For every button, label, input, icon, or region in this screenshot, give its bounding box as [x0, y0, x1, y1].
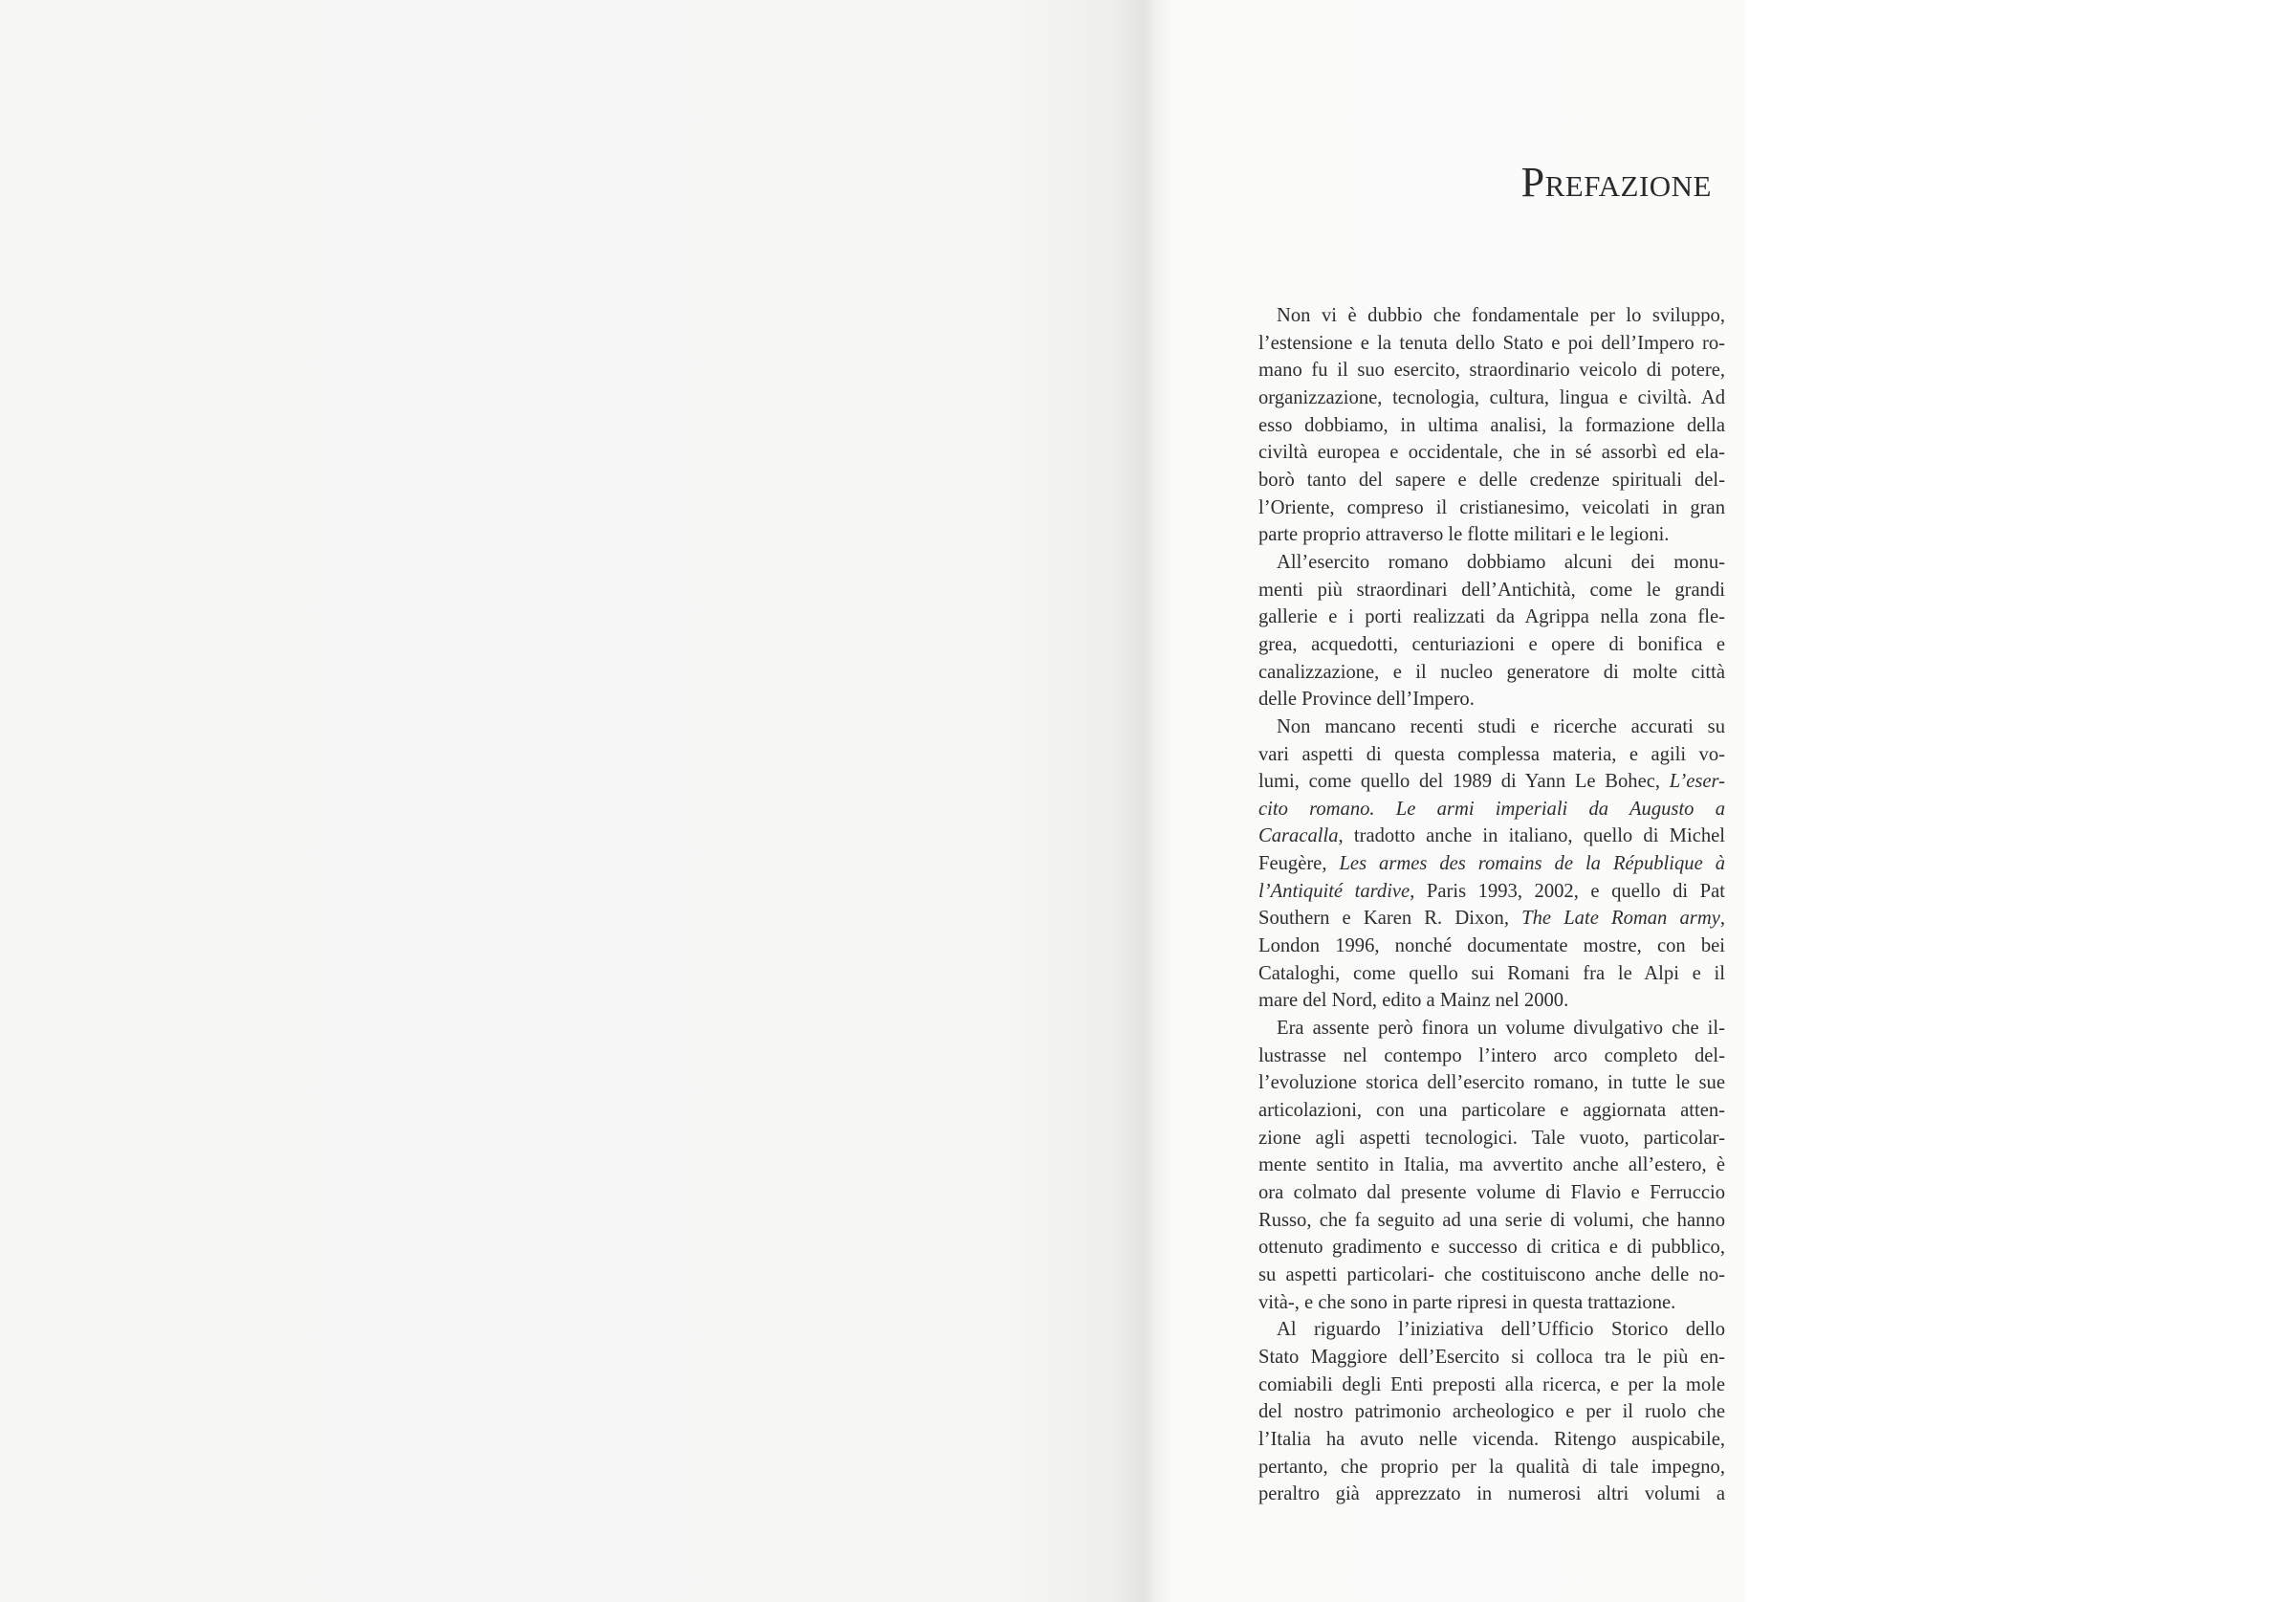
text-line: ora colmato dal presente volume di Flavio e Ferruccio — [1258, 1182, 1725, 1203]
text-line: Russo, che fa seguito ad una serie di volumi, che hanno — [1258, 1209, 1725, 1231]
text-line: mare del Nord, edito a Mainz nel 2000. — [1258, 990, 1569, 1012]
book-title-italic: The Late Roman army — [1521, 908, 1720, 930]
text-line — [1258, 905, 1725, 933]
preface-paragraph-5 — [1258, 1316, 1725, 1508]
text-line: vari aspetti di questa complessa materia, e agili vo- — [1258, 743, 1725, 765]
text-line: parte proprio attraverso le flotte militari e le legioni. — [1258, 524, 1670, 546]
preface-body — [1258, 302, 1725, 1508]
book-title-italic: l’Antiquité tardive — [1258, 880, 1410, 902]
text-line: civiltà europea e occidentale, che in sé assorbì ed ela- — [1258, 442, 1725, 464]
text-line: ottenuto gradimento e successo di critica e di pubblico, — [1258, 1237, 1725, 1259]
text-line: del nostro patrimonio archeologico e per il ruolo che — [1258, 1401, 1725, 1423]
text-line: London 1996, nonché documentate mostre, con bei — [1258, 935, 1725, 957]
preface-paragraph-3 — [1258, 713, 1725, 1015]
text-line — [1258, 768, 1725, 796]
text-run: , — [1719, 908, 1725, 930]
left-page-blank — [0, 0, 1143, 1602]
text-line: Non vi è dubbio che fondamentale per lo sviluppo, — [1277, 305, 1725, 326]
text-line: lustrasse nel contempo l’intero arco completo del- — [1258, 1044, 1725, 1066]
text-line: l’evoluzione storica dell’esercito romano, in tutte le sue — [1258, 1072, 1725, 1094]
book-title-italic: Les armes des romains de la République à — [1339, 853, 1726, 875]
text-line: l’Oriente, compreso il cristianesimo, veicolati in gran — [1258, 496, 1725, 518]
text-line: l’Italia ha avuto nelle vicenda. Ritengo auspicabile, — [1258, 1428, 1725, 1450]
text-line: canalizzazione, e il nucleo generatore di molte città — [1258, 661, 1725, 683]
text-line: Stato Maggiore dell’Esercito si colloca tra le più en- — [1258, 1346, 1725, 1368]
text-run: Southern e Karen R. Dixon, — [1258, 908, 1522, 930]
preface-paragraph-4 — [1258, 1015, 1725, 1316]
text-line: borò tanto del sapere e delle credenze spirituali del- — [1258, 469, 1725, 491]
text-line: comiabili degli Enti preposti alla ricerca, e per la mole — [1258, 1373, 1725, 1395]
text-line: mano fu il suo esercito, straordinario veicolo di potere, — [1258, 360, 1725, 382]
scanner-background — [1745, 0, 2296, 1602]
text-line: vità-, e che sono in parte ripresi in questa trattazione. — [1258, 1291, 1676, 1313]
text-line — [1258, 850, 1725, 878]
text-line: Cataloghi, come quello sui Romani fra le Alpi e il — [1258, 962, 1725, 984]
text-run: lumi, come quello del 1989 di Yann Le Bohec, — [1258, 771, 1670, 793]
text-line: peraltro già apprezzato in numerosi altri volumi a — [1258, 1483, 1725, 1505]
text-line: All’esercito romano dobbiamo alcuni dei monu- — [1277, 551, 1725, 573]
text-line: l’estensione e la tenuta dello Stato e poi dell’Impero ro- — [1258, 332, 1725, 354]
preface-paragraph-2 — [1258, 549, 1725, 713]
book-title-italic: cito romano. Le armi imperiali da Augusto a — [1258, 798, 1725, 820]
text-line: delle Province dell’Impero. — [1258, 689, 1475, 711]
book-title-italic: L’eser- — [1669, 771, 1725, 793]
text-run: , Paris 1993, 2002, e quello di Pat — [1410, 880, 1726, 902]
text-line — [1258, 878, 1725, 906]
text-line: menti più straordinari dell’Antichità, come le grandi — [1258, 579, 1725, 601]
book-title-italic: Caracalla — [1258, 825, 1339, 847]
text-line: Era assente però finora un volume divulgativo che il- — [1277, 1018, 1725, 1040]
text-line: su aspetti particolari- che costituiscono anche delle no- — [1258, 1263, 1725, 1285]
text-line: zione agli aspetti tecnologici. Tale vuoto, particolar- — [1258, 1127, 1725, 1149]
text-line: Al riguardo l’iniziativa dell’Ufficio Storico dello — [1277, 1319, 1725, 1341]
text-line: Non mancano recenti studi e ricerche accurati su — [1277, 715, 1725, 737]
text-line: gallerie e i porti realizzati da Agrippa nella zona fle- — [1258, 606, 1725, 628]
text-line: articolazioni, con una particolare e aggiornata atten- — [1258, 1100, 1725, 1122]
text-run: , tradotto anche in italiano, quello di Michel — [1338, 825, 1725, 847]
text-line: mente sentito in Italia, ma avvertito anche all’estero, è — [1258, 1154, 1725, 1176]
text-run: Feugère, — [1258, 853, 1340, 875]
preface-paragraph-1 — [1258, 302, 1725, 549]
text-line — [1258, 823, 1725, 850]
page-title: Prefazione — [1520, 159, 1712, 206]
text-line: pertanto, che proprio per la qualità di tale impegno, — [1258, 1456, 1725, 1478]
text-line: grea, acquedotti, centuriazioni e opere di bonifica e — [1258, 633, 1725, 655]
text-line: esso dobbiamo, in ultima analisi, la formazione della — [1258, 414, 1725, 436]
text-line: organizzazione, tecnologia, cultura, lingua e civiltà. Ad — [1258, 386, 1725, 408]
